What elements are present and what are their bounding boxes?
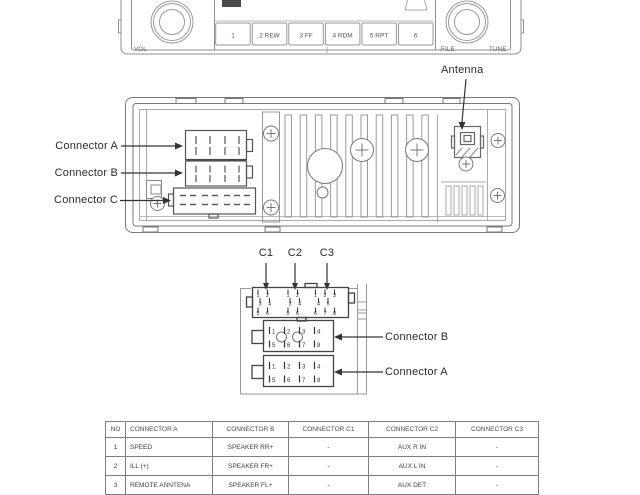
preset-button-row bbox=[216, 23, 433, 45]
svg-text:8: 8 bbox=[333, 311, 337, 317]
front-panel-drawing bbox=[119, 0, 524, 54]
phillips-screw-icon bbox=[151, 197, 165, 211]
preset-button-1-label: 1 bbox=[231, 32, 235, 40]
table-row bbox=[106, 457, 539, 476]
rear-connector-c-block bbox=[169, 188, 256, 218]
svg-text:5: 5 bbox=[326, 301, 330, 308]
pinout-connector-a-callout: Connector A bbox=[385, 366, 448, 378]
svg-text:6: 6 bbox=[287, 378, 291, 384]
svg-text:2: 2 bbox=[287, 329, 291, 336]
phillips-screw-icon bbox=[351, 139, 429, 162]
table-row bbox=[106, 438, 539, 457]
svg-text:1: 1 bbox=[272, 329, 276, 336]
cell-connector-c2: AUX L IN bbox=[369, 457, 456, 476]
svg-text:6: 6 bbox=[287, 343, 291, 349]
cell-no: 1 bbox=[106, 438, 126, 457]
volume-knob bbox=[151, 1, 193, 43]
tune-label: TUNE bbox=[489, 47, 507, 53]
table-row bbox=[106, 476, 539, 495]
connector-c-callout: Connector C bbox=[54, 194, 118, 206]
round-opening bbox=[308, 149, 343, 184]
pinout-connector-a bbox=[252, 356, 334, 387]
cell-connector-b: SPEAKER FL+ bbox=[213, 476, 289, 495]
connector-b-callout: Connector B bbox=[54, 167, 118, 179]
preset-button-4-label: 4 RDM bbox=[332, 32, 353, 40]
cell-connector-c2: AUX R IN bbox=[369, 438, 456, 457]
preset-button-labels bbox=[231, 33, 418, 40]
svg-text:8: 8 bbox=[317, 378, 321, 384]
svg-text:5: 5 bbox=[286, 311, 290, 317]
left-cutout bbox=[147, 181, 162, 199]
svg-text:4: 4 bbox=[317, 329, 321, 336]
svg-text:2: 2 bbox=[296, 293, 300, 299]
bracket-tab-right bbox=[521, 20, 524, 33]
small-fins bbox=[446, 186, 483, 215]
svg-text:3: 3 bbox=[302, 364, 306, 371]
svg-text:2: 2 bbox=[287, 364, 291, 371]
small-opening bbox=[317, 187, 328, 198]
header-connector-c2: CONNECTOR C2 bbox=[369, 422, 456, 438]
pinout-a-pin-numbers bbox=[272, 365, 321, 385]
header-no: NO bbox=[106, 422, 126, 438]
pinout-c-pin-numbers bbox=[257, 293, 337, 317]
cell-connector-b: SPEAKER RR+ bbox=[213, 438, 289, 457]
svg-text:7: 7 bbox=[302, 378, 306, 384]
svg-text:3: 3 bbox=[258, 301, 262, 308]
mp3-badge-icon bbox=[222, 0, 241, 7]
pinout-connector-b bbox=[252, 321, 334, 352]
preset-button-6-label: 6 bbox=[413, 32, 418, 40]
svg-text:8: 8 bbox=[317, 343, 321, 349]
pin-assignment-table bbox=[105, 421, 538, 495]
front-panel-outline bbox=[121, 0, 521, 54]
svg-text:4: 4 bbox=[298, 301, 302, 308]
svg-text:5: 5 bbox=[272, 378, 276, 384]
preset-button-3-label: 3 FF bbox=[299, 32, 313, 40]
heatsink-fins bbox=[285, 115, 428, 217]
cell-connector-a: SPEED bbox=[126, 438, 213, 457]
svg-text:6: 6 bbox=[314, 311, 318, 317]
cell-connector-c1: - bbox=[289, 438, 369, 457]
cell-connector-a: ILL (+) bbox=[126, 457, 213, 476]
svg-text:4: 4 bbox=[317, 301, 321, 308]
antenna-connector bbox=[452, 127, 484, 158]
svg-text:3: 3 bbox=[333, 293, 337, 299]
preset-button-5-label: 5 RPT bbox=[369, 32, 389, 40]
pinout-a-pins bbox=[270, 362, 315, 383]
rear-connector-b-block bbox=[186, 161, 253, 186]
header-connector-c3: CONNECTOR C3 bbox=[456, 422, 539, 438]
file-label: FILE bbox=[441, 47, 455, 53]
connector-a-callout: Connector A bbox=[55, 140, 118, 152]
header-connector-b: CONNECTOR B bbox=[213, 422, 289, 438]
svg-text:1: 1 bbox=[314, 293, 318, 299]
cell-connector-b: SPEAKER FR+ bbox=[213, 457, 289, 476]
svg-text:3: 3 bbox=[288, 301, 292, 308]
cell-connector-c3: - bbox=[456, 476, 539, 495]
cell-no: 2 bbox=[106, 457, 126, 476]
svg-text:6: 6 bbox=[296, 311, 300, 317]
svg-text:1: 1 bbox=[286, 293, 290, 299]
svg-text:3: 3 bbox=[302, 329, 306, 336]
table-header-row bbox=[106, 422, 539, 438]
svg-text:7: 7 bbox=[302, 343, 306, 349]
cell-connector-a: REMOTE ANNTENA bbox=[126, 476, 213, 495]
svg-text:1: 1 bbox=[272, 364, 276, 371]
c1-callout: C1 bbox=[258, 247, 274, 259]
cell-connector-c2: AUX DET bbox=[369, 476, 456, 495]
header-connector-c1: CONNECTOR C1 bbox=[289, 422, 369, 438]
bracket-tab-left bbox=[119, 20, 122, 33]
antenna-callout: Antenna bbox=[441, 64, 484, 76]
svg-text:4: 4 bbox=[268, 301, 272, 308]
svg-text:7: 7 bbox=[323, 311, 327, 317]
vol-label: VOL bbox=[134, 47, 147, 53]
speaker-trapezoid-icon bbox=[405, 0, 427, 10]
svg-text:6: 6 bbox=[266, 311, 270, 317]
pinout-connector-b-callout: Connector B bbox=[385, 331, 449, 343]
pinout-drawing bbox=[241, 284, 367, 395]
preset-button-2-label: 2 REW bbox=[259, 32, 280, 40]
svg-text:5: 5 bbox=[256, 311, 260, 317]
rear-connector-a-block bbox=[186, 131, 253, 160]
tune-knob bbox=[446, 1, 488, 43]
header-connector-a: CONNECTOR A bbox=[126, 422, 213, 438]
cell-connector-c3: - bbox=[456, 457, 539, 476]
cell-connector-c1: - bbox=[289, 476, 369, 495]
svg-text:2: 2 bbox=[266, 293, 270, 299]
svg-text:1: 1 bbox=[256, 293, 260, 299]
cell-connector-c1: - bbox=[289, 457, 369, 476]
rear-panel-drawing bbox=[126, 98, 520, 233]
phillips-screw-icon bbox=[459, 134, 505, 203]
phillips-screw-icon bbox=[264, 126, 279, 215]
cell-connector-c3: - bbox=[456, 438, 539, 457]
c2-callout: C2 bbox=[287, 247, 303, 259]
cell-no: 3 bbox=[106, 476, 126, 495]
svg-text:2: 2 bbox=[323, 293, 327, 299]
svg-text:4: 4 bbox=[317, 364, 321, 371]
c3-callout: C3 bbox=[319, 247, 335, 259]
svg-text:5: 5 bbox=[272, 343, 276, 349]
front-faceplate bbox=[132, 0, 511, 50]
